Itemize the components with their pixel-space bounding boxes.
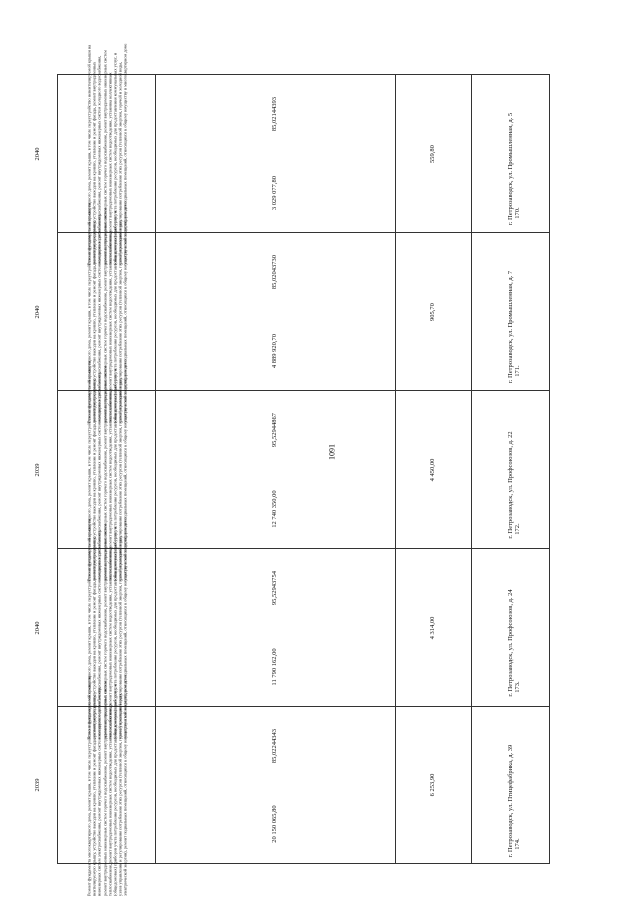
row-address: г. Петрозаводск, ул. Промышленная, д. 5 <box>507 113 515 226</box>
row-cost: 12 740 350,00 <box>271 490 279 528</box>
cost-cell <box>155 549 395 706</box>
capital-repair-table <box>34 43 550 896</box>
work-description: Ремонт фундамента многоквартирного дома, ремонт крыши, в том числе переустройство невентилируемой крыши на вентилируемую крышу, устройство выходов на кровлю, утепление и ремонт фасада, ремонт внутридомовых инженерных систем электроснабжения, ремонт внутридомовых инженерных систем холодного водоснабжения, ремонт внутридомовых инженерных систем горячего водоснабжения, ремонт внутридомовых инженерных систем теплоснабжения, ремонт внутридомовых инженерных систем водоотведения, установка коллективных (общедомовых) приборов учета потребления ресурсов, необходимых для предоставления коммунальных услуг, и узлов управления и регулирования потребления этих ресурсов (тепловой энергии, горячей и холодной воды, электрической энергии), ремонт подвальных помещений, относящихся к общему имуществу в многоквартирном доме <box>85 43 128 265</box>
row-year: 2040 <box>34 147 42 160</box>
row-year: 2039 <box>34 463 42 476</box>
address-cell <box>471 233 551 390</box>
table-row <box>34 43 549 265</box>
description-cell <box>58 674 155 896</box>
area-cell <box>395 75 471 232</box>
address-cell <box>471 549 551 706</box>
row-value: 85,02244343 <box>271 728 279 764</box>
row-cost: 4 889 920,70 <box>271 333 279 368</box>
row-value: 85,02144393 <box>271 97 279 132</box>
row-cost: 11 790 162,00 <box>271 648 279 686</box>
row-cost: 20 150 065,80 <box>271 805 279 843</box>
page-number: 1091 <box>327 444 337 460</box>
row-number: 174. <box>514 838 522 850</box>
row-value: 95,52943754 <box>271 571 279 606</box>
area-cell <box>395 391 471 548</box>
cost-cell <box>155 233 395 390</box>
row-year: 2040 <box>34 621 42 634</box>
work-description: Ремонт фундамента многоквартирного дома, ремонт крыши, в том числе переустройство невентилируемой крыши на вентилируемую крышу, устройство выходов на кровлю, утепление и ремонт фасада, ремонт внутридомовых инженерных систем электроснабжения, ремонт внутридомовых инженерных систем холодного водоснабжения, ремонт внутридомовых инженерных систем горячего водоснабжения, ремонт внутридомовых инженерных систем теплоснабжения, ремонт внутридомовых инженерных систем водоотведения, установка коллективных (общедомовых) приборов учета потребления ресурсов, необходимых для предоставления коммунальных услуг, и узлов управления и регулирования потребления этих ресурсов (тепловой энергии, горячей и холодной воды, электрической энергии), ремонт подвальных помещений, относящихся к общему имуществу в многоквартирном доме <box>85 517 128 739</box>
address-cell <box>471 707 551 863</box>
row-address: г. Петрозаводск, ул. Промышленная, д. 7 <box>507 271 515 384</box>
row-year: 2039 <box>34 778 42 792</box>
cost-cell <box>155 75 395 232</box>
row-year: 2040 <box>34 305 42 318</box>
address-cell <box>471 391 551 548</box>
work-description: Ремонт фундамента многоквартирного дома, ремонт крыши, в том числе переустройство невентилируемой крыши на вентилируемую крышу, устройство выходов на кровлю, утепление и ремонт фасада, ремонт внутридомовых инженерных систем электроснабжения, ремонт внутридомовых инженерных систем холодного водоснабжения, ремонт внутридомовых инженерных систем горячего водоснабжения, ремонт внутридомовых инженерных систем теплоснабжения, ремонт внутридомовых инженерных систем водоотведения, установка коллективных (общедомовых) приборов учета потребления ресурсов, необходимых для предоставления коммунальных услуг, и узлов управления и регулирования потребления этих ресурсов (тепловой энергии, горячей и холодной воды, электрической энергии), ремонт подвальных помещений, относящихся к общему имуществу в многоквартирном доме <box>85 201 128 423</box>
row-area: 559,80 <box>429 144 437 163</box>
row-number: 170. <box>514 207 522 219</box>
area-cell <box>395 549 471 706</box>
work-description: Ремонт фундамента многоквартирного дома, ремонт крыши, в том числе переустройство невентилируемой крыши на вентилируемую крышу, устройство выходов на кровлю, утепление и ремонт фасада, ремонт внутридомовых инженерных систем электроснабжения, ремонт внутридомовых инженерных систем холодного водоснабжения, ремонт внутридомовых инженерных систем горячего водоснабжения, ремонт внутридомовых инженерных систем теплоснабжения, ремонт внутридомовых инженерных систем водоотведения, установка коллективных (общедомовых) приборов учета потребления ресурсов, необходимых для предоставления коммунальных услуг, и узлов управления и регулирования потребления этих ресурсов (тепловой энергии, горячей и холодной воды, электрической энергии), ремонт подвальных помещений, относящихся к общему имуществу в многоквартирном доме <box>85 359 128 581</box>
row-area: 4 314,00 <box>429 616 437 639</box>
area-cell <box>395 707 471 863</box>
address-cell <box>471 75 551 232</box>
row-number: 172. <box>514 523 522 535</box>
work-description: Ремонт фундамента многоквартирного дома, ремонт крыши, в том числе переустройство невентилируемой крыши на вентилируемую крышу, устройство выходов на кровлю, утепление и ремонт фасада, ремонт внутридомовых инженерных систем электроснабжения, ремонт внутридомовых инженерных систем холодного водоснабжения, ремонт внутридомовых инженерных систем горячего водоснабжения, ремонт внутридомовых инженерных систем теплоснабжения, ремонт внутридомовых инженерных систем водоотведения, установка коллективных (общедомовых) приборов учета потребления ресурсов, необходимых для предоставления коммунальных услуг, и узлов управления и регулирования потребления этих ресурсов (тепловой энергии, горячей и холодной воды, электрической энергии), ремонт подвальных помещений, относящихся к общему имуществу в многоквартирном доме <box>85 674 128 896</box>
row-value: 95,52944867 <box>271 413 279 448</box>
area-cell <box>395 233 471 390</box>
row-number: 173. <box>514 681 522 693</box>
row-value: 85,02043730 <box>271 255 279 290</box>
row-area: 4 450,00 <box>429 458 437 481</box>
row-area: 905,70 <box>429 302 437 321</box>
row-address: г. Петрозаводск, ул. Птицефабрика, д. 39 <box>507 744 515 857</box>
row-address: г. Петрозаводск, ул. Профсоюзов, д. 24 <box>507 589 515 697</box>
cost-cell <box>155 707 395 863</box>
cost-cell <box>155 391 395 548</box>
row-number: 171. <box>514 365 522 377</box>
row-area: 6 253,90 <box>429 773 437 797</box>
row-address: г. Петрозаводск, ул. Профсоюзов, д. 22 <box>507 431 515 539</box>
row-cost: 3 029 077,80 <box>271 175 279 210</box>
